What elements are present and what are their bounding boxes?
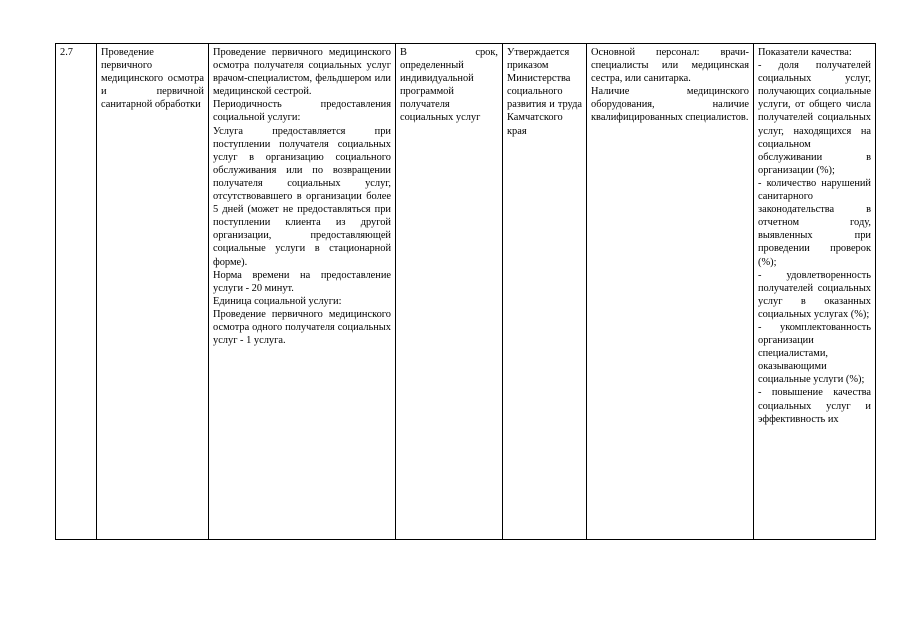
- description-paragraph: Проведение первичного медицинского осмотра получателя социальных услуг врачом-специалистом, фельдшером или медицинской сестрой.: [213, 47, 391, 98]
- description-paragraph: Услуга предоставляется при поступлении получателя социальных услуг в организацию социального обслуживания или по возвращении получателя социальных услуг, отсутствовавшего в организации более 5 дней (может не предоставляться при поступлении клиента из другой организации, предоставляющей социальные услуги в стационарной форме).: [213, 125, 391, 268]
- services-table: [55, 43, 876, 540]
- service-name-cell: Проведение первичного медицинского осмотра и первичной санитарной обработки: [97, 44, 209, 540]
- row-number: 2.7: [56, 44, 97, 540]
- description-paragraph: Периодичность предоставления социальной услуги:: [213, 99, 391, 124]
- conditions-paragraph: Основной персонал: врачи-специалисты или медицинская сестра, или санитарка.: [591, 47, 749, 85]
- quality-cell: [754, 44, 876, 540]
- quality-heading: Показатели качества:: [758, 47, 852, 58]
- description-paragraph: Норма времени на предоставление услуги - 20 минут.: [213, 269, 391, 294]
- description-paragraph: Единица социальной услуги:: [213, 295, 342, 307]
- quality-item: - укомплектованность организации специалистами, оказывающими социальные услуги (%);: [758, 321, 871, 386]
- quality-item: - количество нарушений санитарного законодательства в отчетном году, выявленных при проведении проверок (%);: [758, 177, 871, 268]
- conditions-cell: [587, 44, 754, 540]
- quality-item: - удовлетворенность получателей социальных услуг в оказанных социальных услугах (%);: [758, 269, 871, 320]
- quality-item: - повышение качества социальных услуг и эффективность их: [758, 387, 871, 425]
- table-row: [56, 44, 876, 540]
- description-paragraph: Проведение первичного медицинского осмотра одного получателя социальных услуг - 1 услуга.: [213, 308, 391, 347]
- quality-item: - доля получателей социальных услуг, получающих социальные услуги, от общего числа получателей социальных услуг, находящихся на социальном обслуживании в организации (%);: [758, 60, 871, 176]
- cost-cell: Утверждается приказом Министерства социального развития и труда Камчатского края: [503, 44, 587, 540]
- term-cell: В срок, определенный индивидуальной программой получателя социальных услуг: [396, 44, 503, 540]
- conditions-paragraph: Наличие медицинского оборудования, наличие квалифицированных специалистов.: [591, 86, 749, 124]
- description-cell: [209, 44, 396, 540]
